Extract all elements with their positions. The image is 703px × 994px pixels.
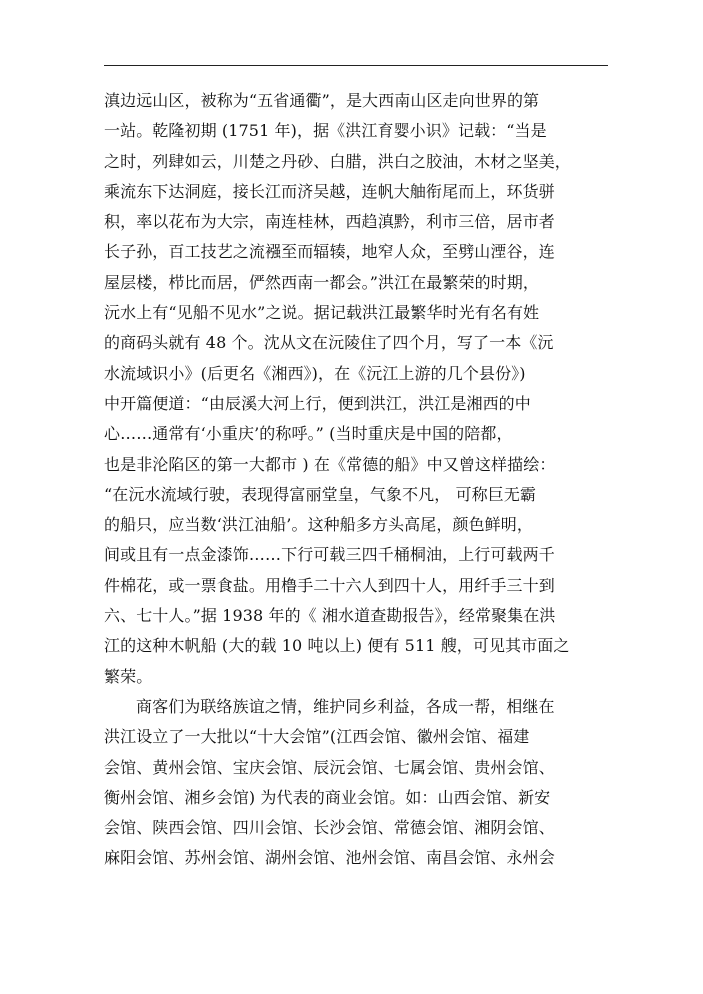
- text-line: 一站。乾隆初期 (1751 年)，据《洪江育婴小识》记载：“当是: [104, 121, 547, 141]
- text-line: 会馆、陕西会馆、四川会馆、长沙会馆、常德会馆、湘阴会馆、: [104, 818, 555, 838]
- text-line: 中开篇便道：“由辰溪大河上行，便到洪江，洪江是湘西的中: [104, 393, 531, 413]
- text-line: 衡州会馆、湘乡会馆) 为代表的商业会馆。如：山西会馆、新安: [104, 787, 551, 807]
- text-line: 的商码头就有 48 个。沈从文在沅陵住了四个月，写了一本《沅: [104, 333, 554, 353]
- text-line: “在沅水流域行驶，表现得富丽堂皇，气象不凡， 可称巨无霸: [104, 484, 537, 504]
- text-line: 之时，列肆如云，川楚之丹砂、白腊，洪白之胶油，木材之坚美，: [104, 151, 571, 171]
- body-text: [104, 86, 608, 874]
- text-line: 六、七十人。”据 1938 年的《 湘水道查勘报告》，经常聚集在洪: [104, 606, 556, 626]
- text-line: 也是非沦陷区的第一大都市 ) 在《常德的船》中又曾这样描绘：: [104, 454, 556, 474]
- text-line: 的船只，应当数‘洪江油船’。这种船多方头高尾，颜色鲜明，: [104, 515, 533, 535]
- text-line: 麻阳会馆、苏州会馆、湖州会馆、池州会馆、南昌会馆、永州会: [104, 848, 555, 868]
- text-line: 繁荣。: [104, 666, 153, 686]
- text-line: 长子孙，百工技艺之流襁至而辐辏，地窄人众，至劈山湮谷，连: [104, 242, 555, 262]
- text-line: 水流域识小》(后更名《湘西》)，在《沅江上游的几个县份》): [104, 363, 526, 383]
- text-line: 江的这种木帆船 (大的载 10 吨以上) 便有 511 艘，可见其市面之: [104, 636, 570, 656]
- text-line: 洪江设立了一大批以“十大会馆”(江西会馆、徽州会馆、福建: [104, 727, 530, 747]
- text-line: 乘流东下达洞庭，接长江而济吴越，连帆大舳衔尾而上，环货骈: [104, 181, 555, 201]
- text-line: 滇边远山区，被称为“五省通衢”，是大西南山区走向世界的第: [104, 91, 540, 110]
- text-line: 件棉花，或一票食盐。用橹手二十六人到四十人，用纤手三十到: [104, 575, 555, 595]
- text-line: 心……通常有‘小重庆’的称呼。” (当时重庆是中国的陪都，: [104, 424, 513, 444]
- text-line: 间或且有一点金漆饰……下行可载三四千桶桐油，上行可载两千: [104, 545, 555, 565]
- text-line: 沅水上有“见船不见水”之说。据记载洪江最繁华时光有名有姓: [104, 303, 540, 323]
- header-rule: [104, 65, 608, 66]
- text-line: 屋层楼，栉比而居，俨然西南一都会。”洪江在最繁荣的时期，: [104, 272, 539, 292]
- text-line: 积，率以花布为大宗，南连桂林，西趋滇黔，利市三倍，居市者: [104, 212, 555, 232]
- text-line: 会馆、黄州会馆、宝庆会馆、辰沅会馆、七属会馆、贵州会馆、: [104, 757, 555, 777]
- paragraph-start-line: 商客们为联络族谊之情，维护同乡利益，各成一帮，相继在: [136, 696, 555, 716]
